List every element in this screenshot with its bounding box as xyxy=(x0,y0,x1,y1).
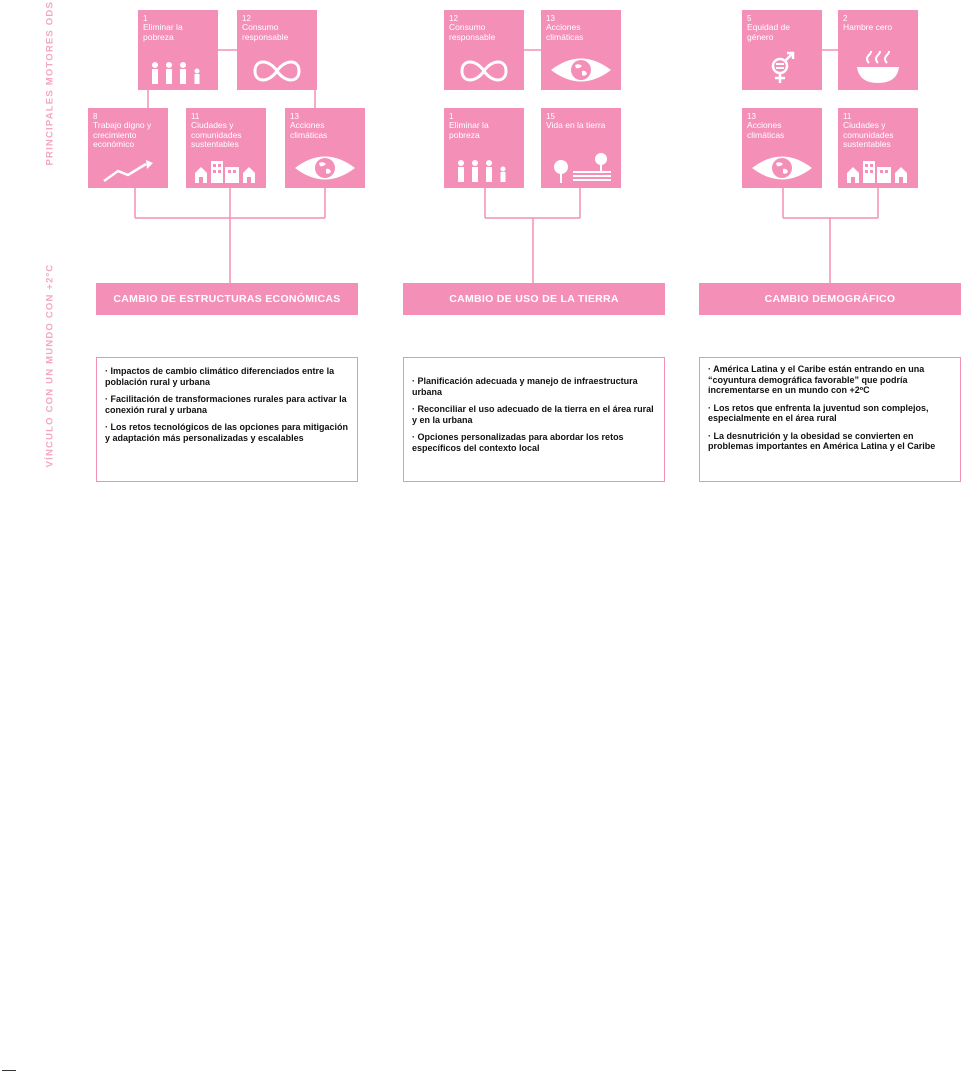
family-icon xyxy=(138,61,218,85)
city-icon xyxy=(186,157,266,183)
tile-number: 15 xyxy=(546,112,555,121)
sdg-tile-13 xyxy=(742,108,822,188)
bullet: · Facilitación de transformaciones rurales para activar la conexión rural y urbana xyxy=(105,394,347,415)
tile-title: Ciudades y comunidades sustentables xyxy=(191,120,242,149)
footer-divider xyxy=(2,1070,16,1071)
bullet: · La desnutrición y la obesidad se convierten en problemas importantes en América Latina y el Caribe xyxy=(708,430,936,451)
tile-number: 1 xyxy=(143,14,148,23)
sdg-tile-13 xyxy=(285,108,365,188)
tile-number: 8 xyxy=(93,112,98,121)
driver-economic-structures: CAMBIO DE ESTRUCTURAS ECONÓMICAS xyxy=(96,283,358,315)
side-label-2c-link: VÍNCULO CON UN MUNDO CON +2ºC xyxy=(44,263,56,468)
tile-title: Eliminar la pobreza xyxy=(143,22,183,42)
tile-title: Consumo responsable xyxy=(449,22,496,42)
tile-title: Trabajo digno y crecimiento económico xyxy=(93,120,152,149)
tile-number: 11 xyxy=(191,112,200,121)
sdg-tile-8 xyxy=(88,108,168,188)
sdg-tile-11 xyxy=(186,108,266,188)
bullet: · Opciones personalizadas para abordar los retos específicos del contexto local xyxy=(412,432,624,453)
bullet: · Impactos de cambio climático diferenciados entre la población rural y urbana xyxy=(105,366,335,387)
tile-number: 11 xyxy=(843,112,852,121)
gender-symbol-icon xyxy=(742,51,822,85)
sdg-tile-1 xyxy=(138,10,218,90)
tile-title: Consumo responsable xyxy=(242,22,289,42)
sdg-tile-5 xyxy=(742,10,822,90)
tile-number: 12 xyxy=(449,14,458,23)
tile-title: Vida en la tierra xyxy=(546,120,606,130)
tile-number: 5 xyxy=(747,14,752,23)
tile-number: 13 xyxy=(546,14,555,23)
tile-title: Ciudades y comunidades sustentables xyxy=(843,120,894,149)
city-icon xyxy=(838,157,918,183)
tile-title: Equidad de género xyxy=(747,22,791,42)
bullet: · Los retos tecnológicos de las opciones para mitigación y adaptación más personalizadas y escalables xyxy=(105,422,349,443)
driver-land-use: CAMBIO DE USO DE LA TIERRA xyxy=(403,283,665,315)
family-icon xyxy=(444,159,524,183)
bullet: · América Latina y el Caribe están entrando en una “coyuntura demográfica favorable” que podría incrementarse en un mundo con +2ºC xyxy=(708,364,925,395)
sdg-tile-11 xyxy=(838,108,918,188)
sdg-tile-2 xyxy=(838,10,918,90)
description-box-demographic xyxy=(699,357,961,482)
sdg-tile-12 xyxy=(444,10,524,90)
side-label-ods-drivers: PRINCIPALES MOTORES ODS xyxy=(44,1,56,166)
tile-title: Eliminar la pobreza xyxy=(449,120,489,140)
sdg-tile-15 xyxy=(541,108,621,188)
description-box-land-use xyxy=(403,357,665,482)
tile-number: 13 xyxy=(747,112,756,121)
bullet: · Reconciliar el uso adecuado de la tierra en el área rural y en la urbana xyxy=(412,404,654,425)
food-bowl-icon xyxy=(838,51,918,85)
earth-eye-icon xyxy=(541,55,621,85)
earth-eye-icon xyxy=(742,153,822,183)
tile-title: Acciones climáticas xyxy=(290,120,328,140)
tile-title: Hambre cero xyxy=(843,22,893,32)
infinity-loop-icon xyxy=(444,57,524,85)
description-box-economic xyxy=(96,357,358,482)
earth-eye-icon xyxy=(285,153,365,183)
sdg-tile-13 xyxy=(541,10,621,90)
tile-title: Acciones climáticas xyxy=(747,120,785,140)
tile-number: 2 xyxy=(843,14,848,23)
growth-arrow-icon xyxy=(88,159,168,183)
tile-number: 12 xyxy=(242,14,251,23)
driver-demographic: CAMBIO DEMOGRÁFICO xyxy=(699,283,961,315)
bullet: · Planificación adecuada y manejo de infraestructura urbana xyxy=(412,376,638,397)
bullet: · Los retos que enfrenta la juventud son complejos, especialmente en el área rural xyxy=(708,402,929,423)
trees-icon xyxy=(541,153,621,183)
infinity-loop-icon xyxy=(237,57,317,85)
sdg-tile-12 xyxy=(237,10,317,90)
sdg-tile-1 xyxy=(444,108,524,188)
tile-number: 13 xyxy=(290,112,299,121)
tile-title: Acciones climáticas xyxy=(546,22,584,42)
tile-number: 1 xyxy=(449,112,454,121)
